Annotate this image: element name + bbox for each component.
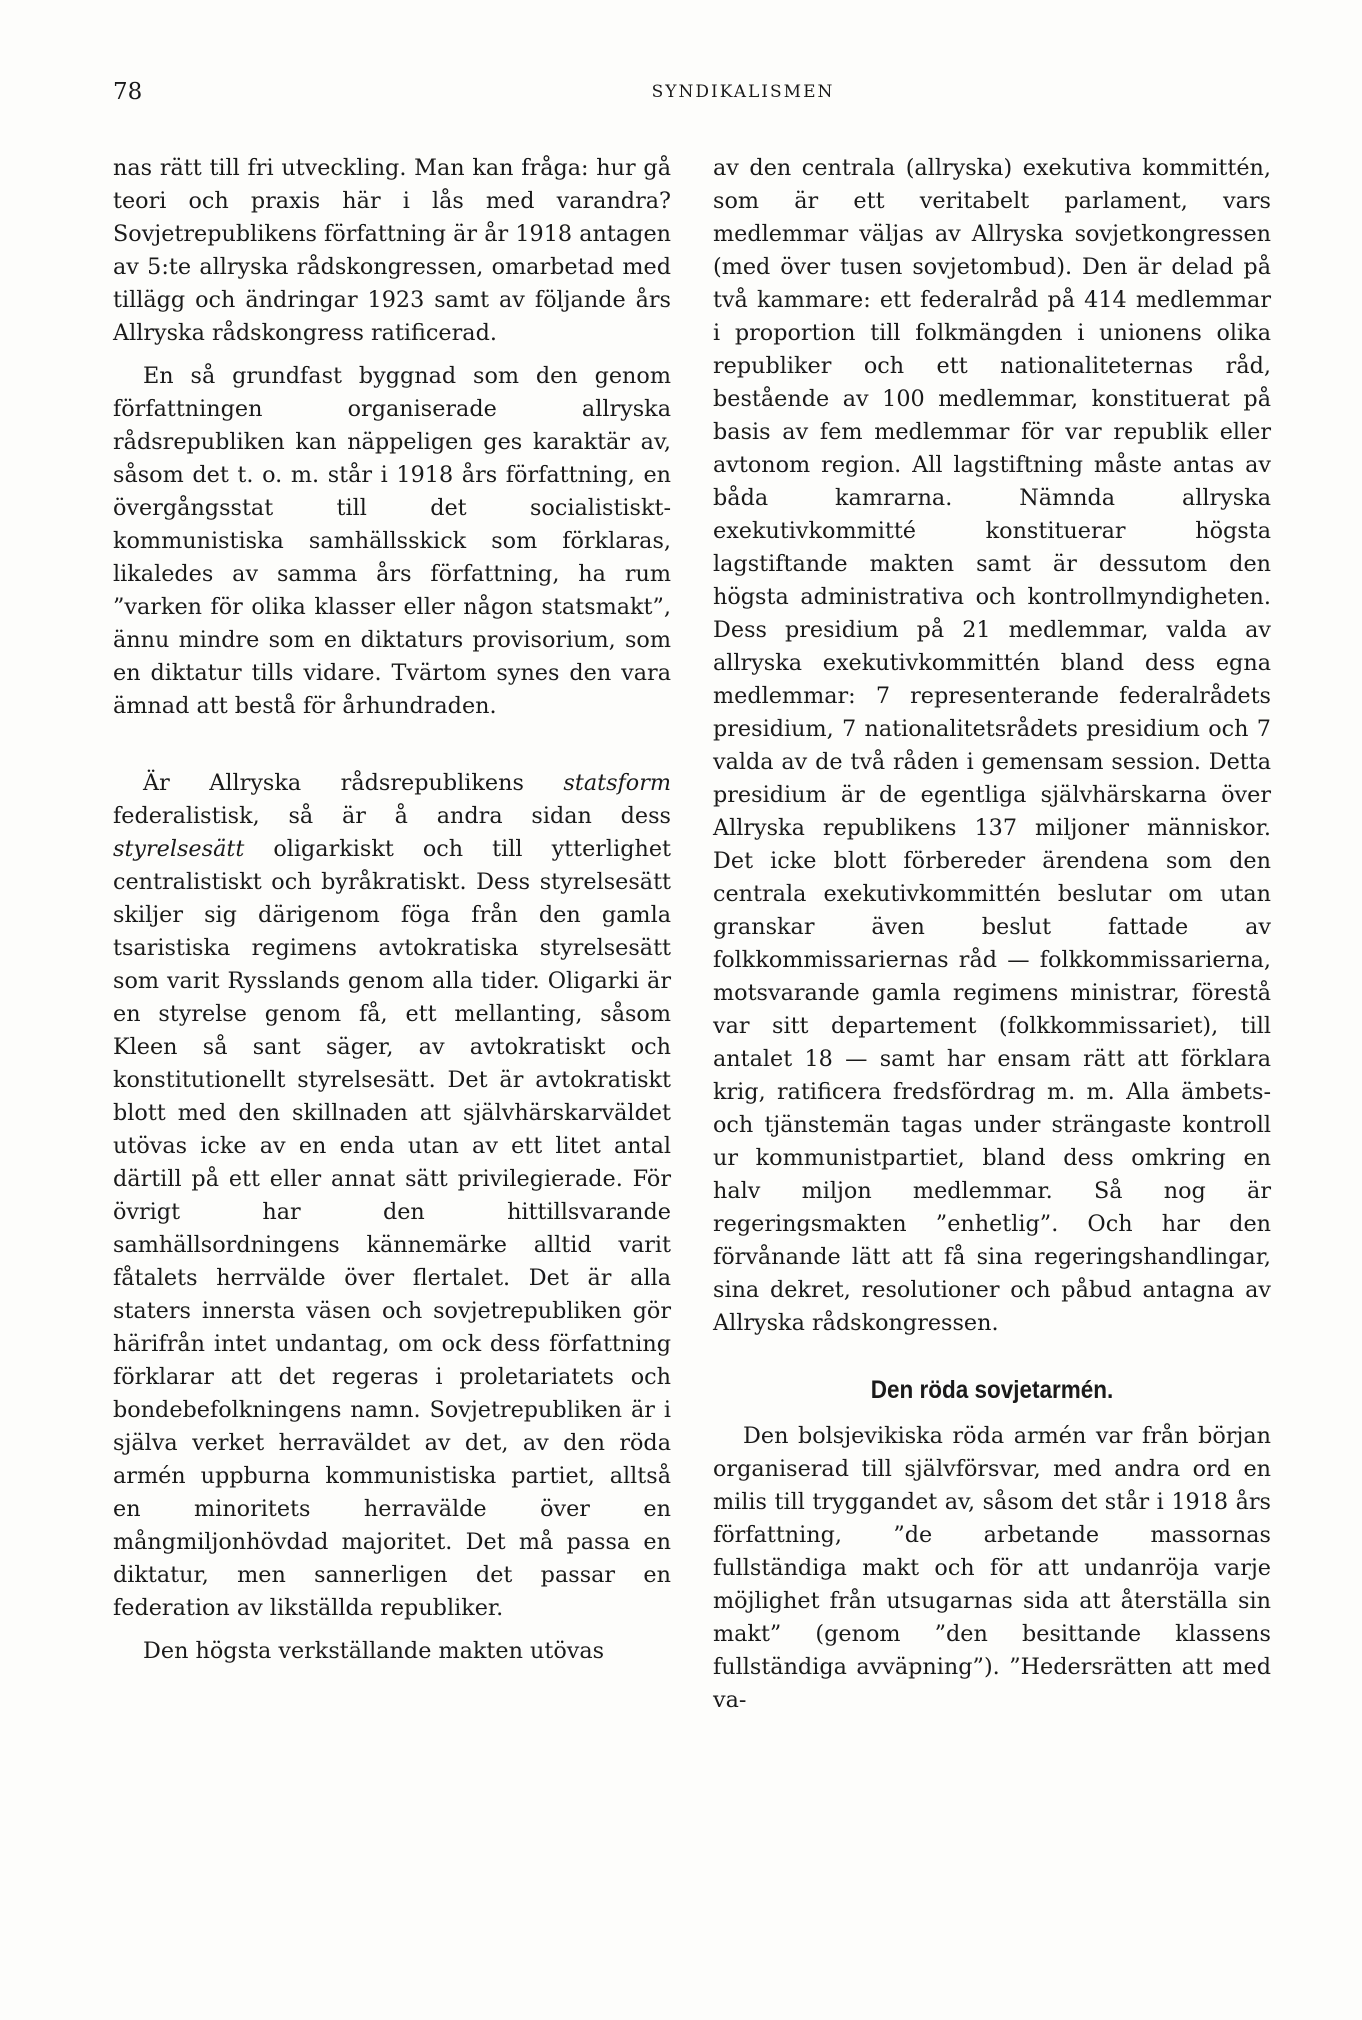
paragraph-text: oligarkiskt och till ytterlighet centralistiskt och byråkratiskt. Dess styrelsesätt skiljer sig därigenom föga från den gamla tsaristiska regimens avtokratiska styrelsesätt som varit Rysslands genom alla tider. Oligarki är en styrelse genom få, ett mellanting, såsom Kleen så sant säger, av avtokratiskt och konstitutionellt styrelsesätt. Det är avtokratiskt blott med den skillnaden att självhärskarväldet utövas icke av en enda utan av ett litet antal därtill på ett eller annat sätt privilegierade. För övrigt har den hittillsvarande samhällsordningens kännemärke alltid varit fåtalets herrvälde över flertalet. Det är alla staters innersta väsen och sovjetrepubliken gör härifrån intet undantag, om ock dess författning förklarar att det regeras i proletariatets och bondebefolkningens namn. Sovjetrepubliken är i själva verket herraväldet av det, av den röda armén uppburna kommunistiska partiet, alltså en minoritets herravälde över en mångmiljonhövdad majoritet. Det må passa en diktatur, men sannerligen det passar en federation av likställda republiker. xyxy=(113,836,671,1621)
left-paragraph-4: Den högsta verkställande makten utövas xyxy=(143,1638,605,1664)
left-column xyxy=(113,152,671,1668)
left-paragraph-2: En så grundfast byggnad som den genom författningen organiserade allryska rådsrepubliken kan näppeligen ges karaktär av, såsom det t. o. m. står i 1918 års författning, en övergångsstat till det socialistiskt-kommunistiska samhällsskick som förklaras, likaledes av samma års författning, ha rum ”varken för olika klasser eller någon statsmakt”, ännu mindre som en diktaturs provisorium, som en diktatur tills vidare. Tvärtom synes den vara ämnad att bestå för århundraden. xyxy=(113,363,671,719)
paragraph-text: federalistisk, så är å andra sidan dess xyxy=(113,803,671,829)
left-paragraph-3 xyxy=(113,767,671,1625)
right-paragraph-1: av den centrala (allryska) exekutiva kommittén, som är ett veritabelt parlament, vars medlemmar väljas av Allryska sovjetkongressen (med över tusen sovjetombud). Den är delad på två kammare: ett federalråd på 414 medlemmar i proportion till folkmängden i unionens olika republiker och ett nationaliteternas råd, bestående av 100 medlemmar, konstituerat på basis av fem medlemmar för var republik eller avtonom region. All lagstiftning måste antas av båda kamrarna. Nämnda allryska exekutivkommitté konstituerar högsta lagstiftande makten samt är dessutom den högsta administrativa och kontrollmyndigheten. Dess presidium på 21 medlemmar, valda av allryska exekutivkommittén bland dess egna medlemmar: 7 representerande federalrådets presidium, 7 nationalitetsrådets presidium och 7 valda av de två råden i gemensam session. Detta presidium är de egentliga självhärskarna över Allryska republikens 137 miljoner människor. Det icke blott förbereder ärendena som den centrala exekutivkommittén beslutar om utan granskar även beslut fattade av folkkommissariernas råd — folkkommissarierna, motsvarande gamla regimens ministrar, förestå var sitt departement (folkkommissariet), till antalet 18 — samt har ensam rätt att förklara krig, ratificera fredsfördrag m. m. Alla ämbets- och tjänstemän tagas under strängaste kontroll ur kommunistpartiet, bland dess omkring en halv miljon medlemmar. Så nog är regeringsmakten ”enhetlig”. Och har den förvånande lätt att få sina regeringshandlingar, sina dekret, resolutioner och påbud antagna av Allryska rådskongressen. xyxy=(713,155,1271,1336)
paragraph-text: Är Allryska rådsrepublikens xyxy=(143,770,564,796)
right-column xyxy=(713,152,1271,1717)
italic-term-statsform: statsform xyxy=(563,770,671,796)
left-paragraph-1: nas rätt till fri utveckling. Man kan fråga: hur gå teori och praxis här i lås med varandra? Sovjetrepublikens författning är år 1918 antagen av 5:te allryska rådskongressen, omarbetad med tillägg och ändringar 1923 samt av följande års Allryska rådskongress ratificerad. xyxy=(113,155,671,346)
italic-term-styrelsesatt: styrelsesätt xyxy=(113,836,245,862)
running-title: SYNDIKALISMEN xyxy=(651,82,835,102)
page-header xyxy=(113,72,1263,112)
right-paragraph-2: Den bolsjevikiska röda armén var från början organiserad till självförsvar, med andra ord en milis till tryggandet av, såsom det står i 1918 års författning, ”de arbetande massornas fullständiga makt och för att undanröja varje möjlighet från utsugarnas sida att återställa sin makt” (genom ”den besittande klassens fullständiga avväpning”). ”Hedersrätten att med va- xyxy=(713,1423,1271,1713)
section-heading: Den röda sovjetarmén. xyxy=(870,1376,1114,1404)
page-number: 78 xyxy=(113,79,143,105)
